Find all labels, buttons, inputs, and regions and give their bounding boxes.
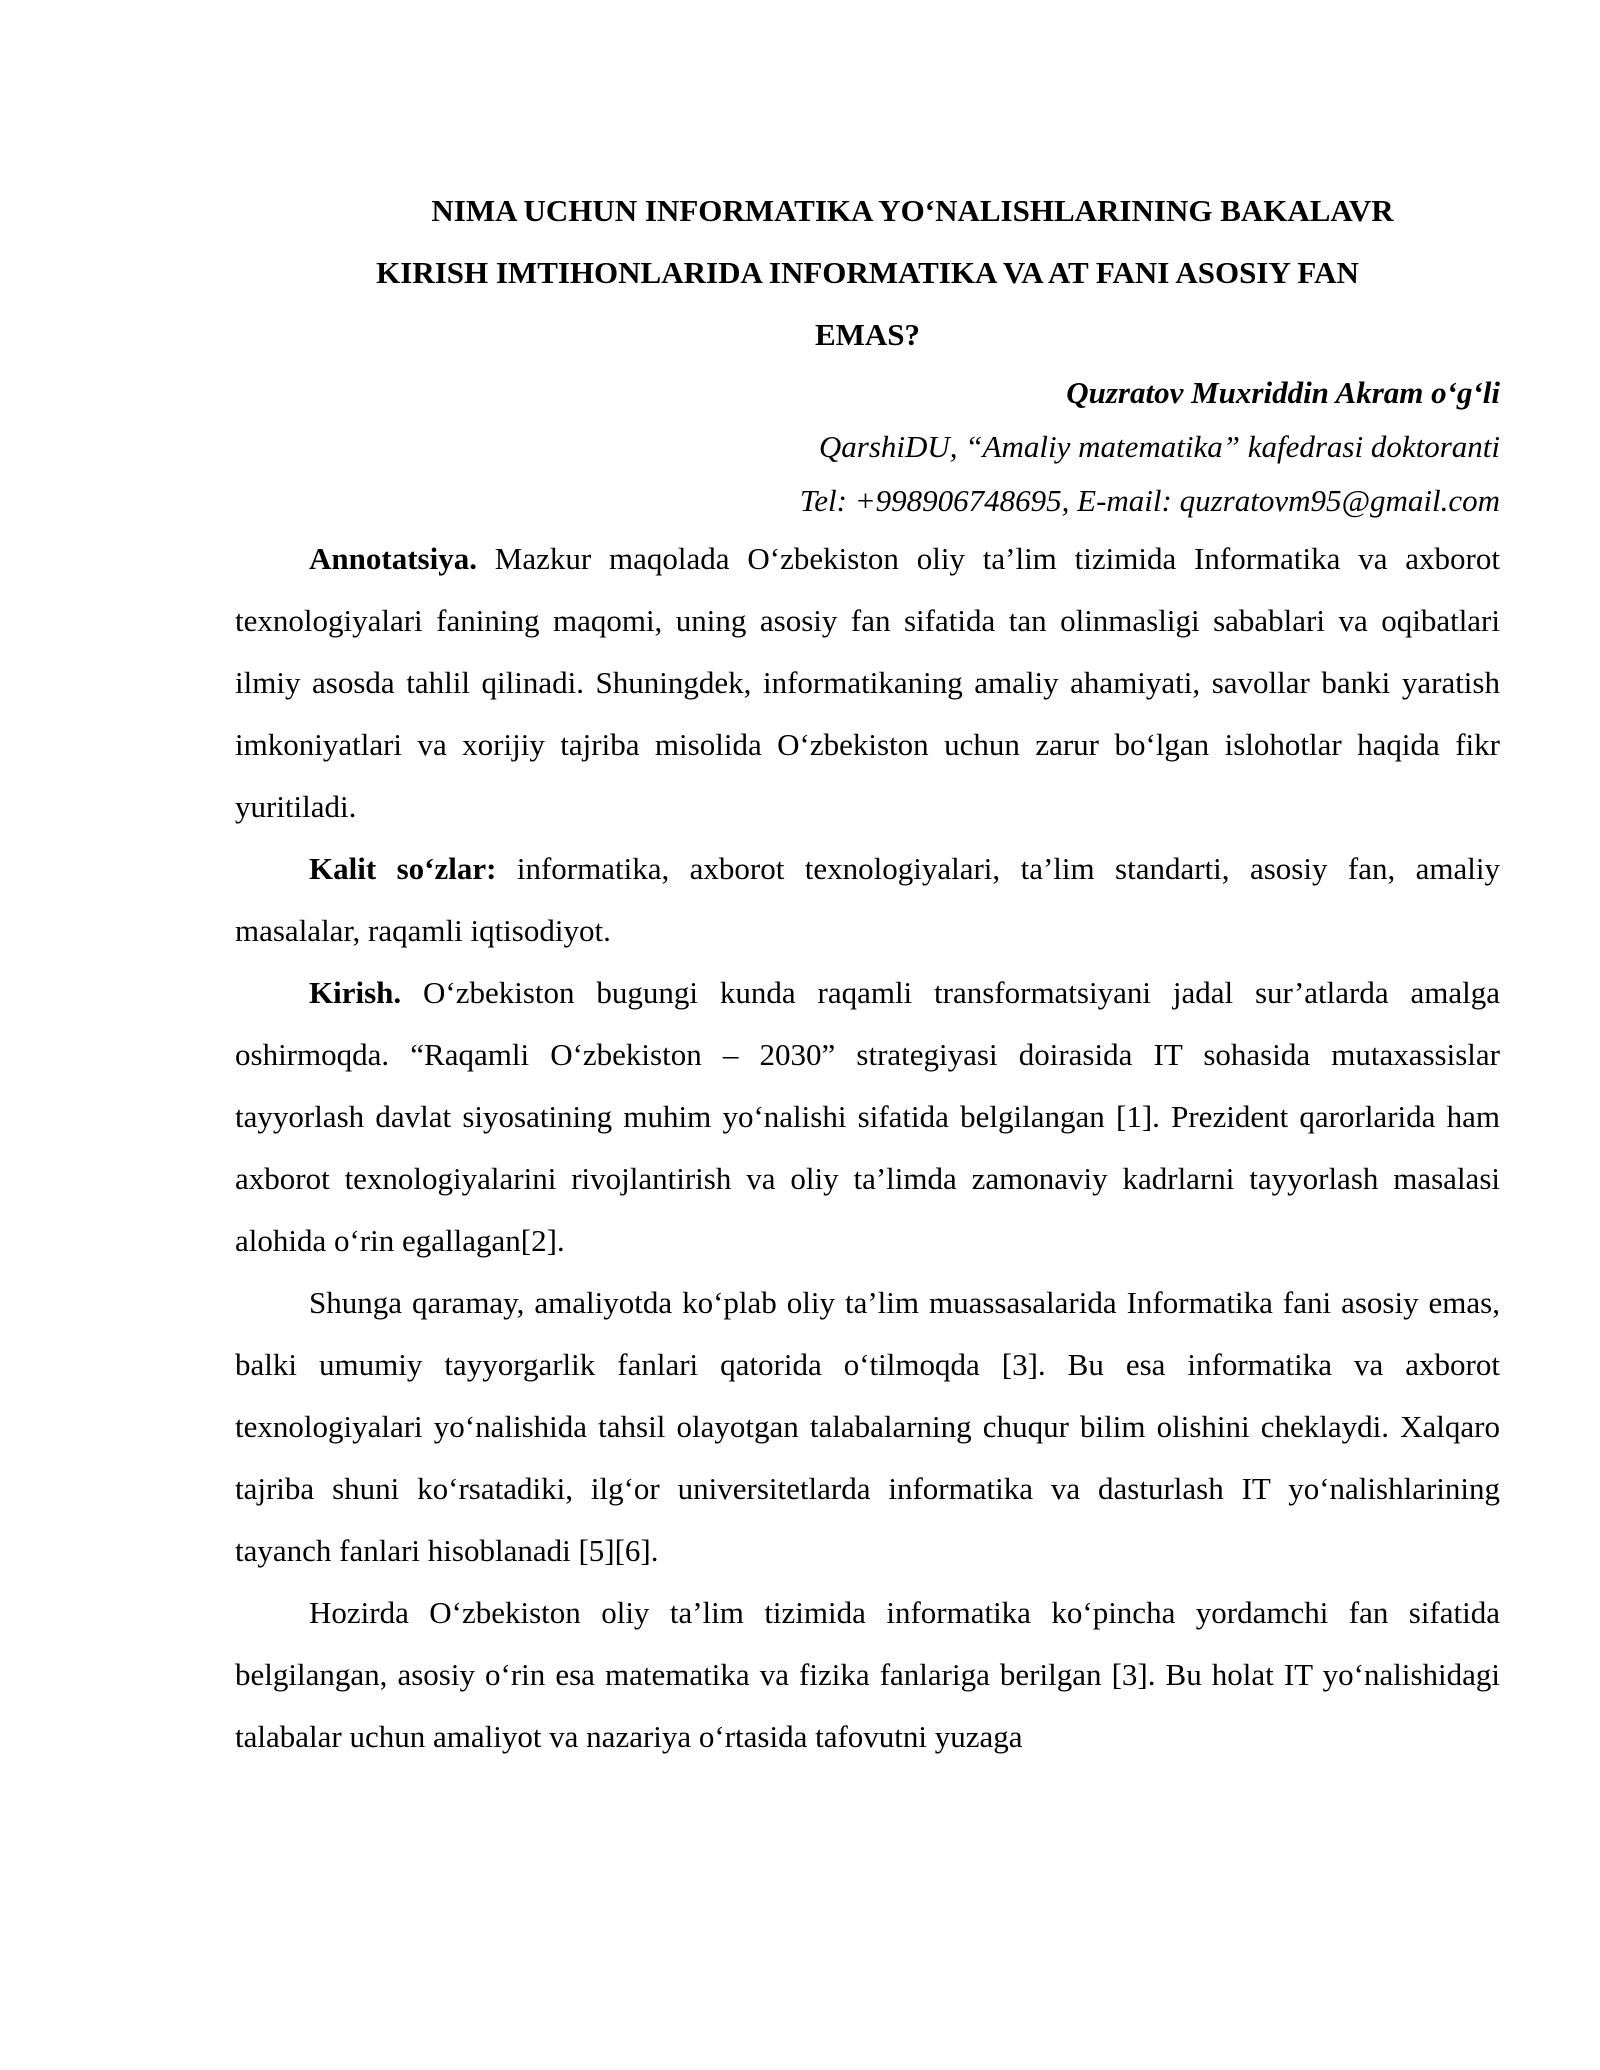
author-contact: Tel: +998906748695, E-mail: quzratovm95@gmail.com [799, 483, 1500, 518]
intro-paragraph [235, 962, 1500, 1272]
author-affiliation: QarshiDU, “Amaliy matematika” kafedrasi doktoranti [818, 429, 1500, 464]
keywords-label: Kalit so‘zlar: [309, 851, 497, 886]
annotation-label: Annotatsiya. [309, 541, 477, 576]
body-paragraph-1: Shunga qaramay, amaliyotda ko‘plab oliy ta’lim muassasalarida Informatika fani asosiy emas, balki umumiy tayyorgarlik fanlari qatorida o‘tilmoqda [3]. Bu esa informatika va axborot texnologiyalari yo‘nalishida tahsil olayotgan talabalarning chuqur bilim olishini cheklaydi. Xalqaro tajriba shuni ko‘rsatadiki, ilg‘or universitetlarda informatika va dasturlash IT yo‘nalishlarining tayanch fanlari hisoblanadi [5][6]. [235, 1285, 1500, 1568]
author-name: Quzratov Muxriddin Akram o‘g‘li [1066, 375, 1500, 410]
annotation-text: Mazkur maqolada O‘zbekiston oliy ta’lim tizimida Informatika va axborot texnologiyalari fanining maqomi, uning asosiy fan sifatida tan olinmasligi sabablari va oqibatlari ilmiy asosda tahlil qilinadi. Shuningdek, informatikaning amaliy ahamiyati, savollar banki yaratish imkoniyatlari va xorijiy tajriba misolida O‘zbekiston uchun zarur bo‘lgan islohotlar haqida fikr yuritiladi. [235, 541, 1500, 824]
intro-label: Kirish. [309, 975, 402, 1010]
keywords-paragraph [235, 838, 1500, 962]
keywords-text: informatika, axborot texnologiyalari, ta’lim standarti, asosiy fan, amaliy masalalar, raqamli iqtisodiyot. [235, 851, 1500, 948]
annotation-paragraph [235, 528, 1500, 838]
title-line-1: NIMA UCHUN INFORMATIKA YO‘NALISHLARINING BAKALAVR [431, 193, 1394, 228]
article-title [235, 180, 1500, 366]
intro-text: O‘zbekiston bugungi kunda raqamli transformatsiyani jadal sur’atlarda amalga oshirmoqda. “Raqamli O‘zbekiston – 2030” strategiyasi doirasida IT sohasida mutaxassislar tayyorlash davlat siyosatining muhim yo‘nalishi sifatida belgilangan [1]. Prezident qarorlarida ham axborot texnologiyalarini rivojlantirish va oliy ta’limda zamonaviy kadrlarni tayyorlash masalasi alohida o‘rin egallagan[2]. [235, 975, 1500, 1258]
page-content [235, 180, 1500, 1768]
title-line-3: EMAS? [814, 317, 921, 352]
author-block [235, 366, 1500, 528]
body-paragraph-2: Hozirda O‘zbekiston oliy ta’lim tizimida informatika ko‘pincha yordamchi fan sifatida belgilangan, asosiy o‘rin esa matematika va fizika fanlariga berilgan [3]. Bu holat IT yo‘nalishidagi talabalar uchun amaliyot va nazariya o‘rtasida tafovutni yuzaga [235, 1595, 1500, 1754]
title-line-2: KIRISH IMTIHONLARIDA INFORMATIKA VA AT FANI ASOSIY FAN [376, 255, 1359, 290]
